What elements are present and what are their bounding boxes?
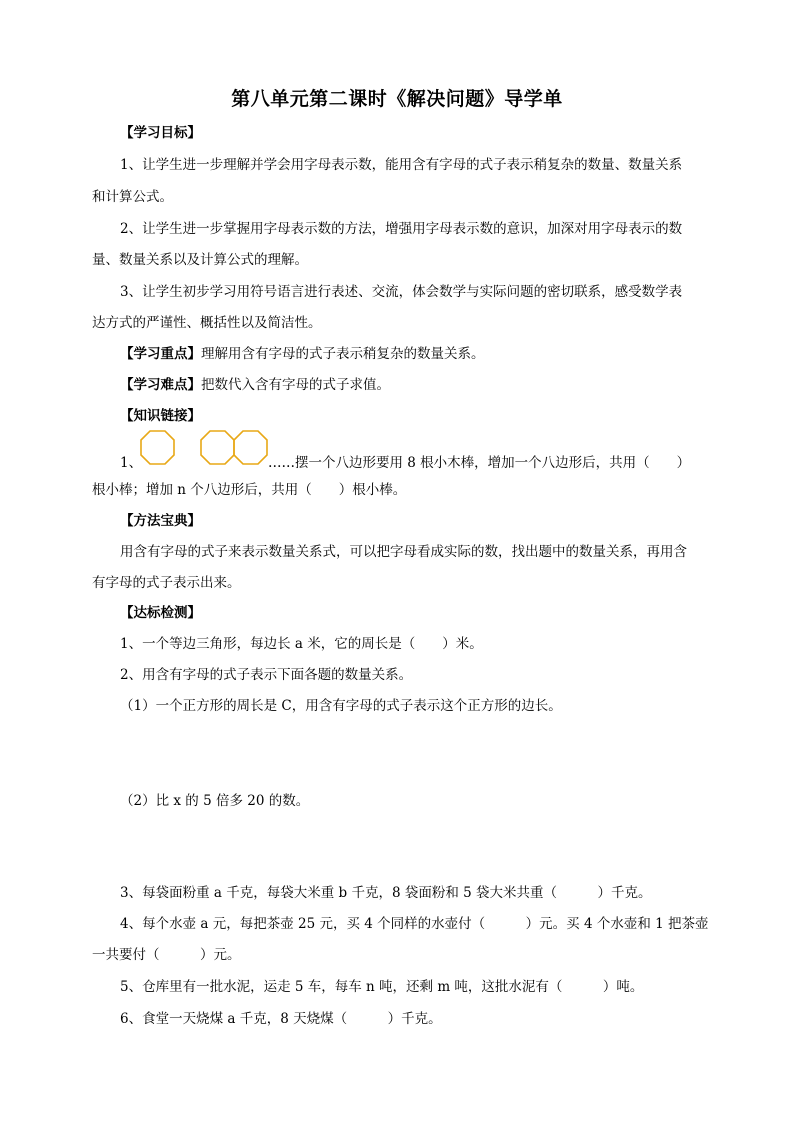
goal-3-line-2: 达方式的严谨性、概括性以及简洁性。 [92,315,322,331]
question-6: 6、食堂一天烧煤 a 千克，8 天烧煤（ ）千克。 [120,1011,442,1027]
link-text-line-2: 根小棒；增加 n 个八边形后，共用（ ）根小棒。 [92,482,407,498]
goal-3-line-1: 3、让学生初步学习用符号语言进行表述、交流，体会数学与实际问题的密切联系，感受数学表 [120,284,683,300]
question-2-2: （2）比 x 的 5 倍多 20 的数。 [120,793,310,809]
question-1: 1、一个等边三角形，每边长 a 米，它的周长是（ ）米。 [120,636,483,652]
octagon-pair-left [201,431,234,464]
question-3: 3、每袋面粉重 a 千克，每袋大米重 b 千克，8 袋面粉和 5 袋大米共重（ ）千克。 [120,885,652,901]
difficulty-point [120,376,390,394]
difficulty-text: 把数代入含有字母的式子求值。 [201,377,390,393]
link-text-line-1: ……摆一个八边形要用 8 根小木棒，增加一个八边形后，共用（ ） [268,455,691,471]
goal-2-line-2: 量、数量关系以及计算公式的理解。 [92,252,308,268]
link-heading: 【知识链接】 [120,408,201,424]
octagons-figure [140,430,270,470]
question-5: 5、仓库里有一批水泥，运走 5 车，每车 n 吨，还剩 m 吨，这批水泥有（ ）吨。 [120,979,644,995]
key-text: 理解用含有字母的式子表示稍复杂的数量关系。 [201,346,485,362]
method-line-1: 用含有字母的式子来表示数量关系式，可以把字母看成实际的数，找出题中的数量关系，再用含 [120,544,687,560]
goal-1-line-2: 和计算公式。 [92,189,173,205]
octagon-pair-right [234,431,267,464]
method-heading: 【方法宝典】 [120,513,201,529]
question-4-line-2: 一共要付（ ）元。 [92,947,241,963]
difficulty-heading: 【学习难点】 [120,377,201,393]
method-line-2: 有字母的式子表示出来。 [92,575,241,591]
question-2: 2、用含有字母的式子表示下面各题的数量关系。 [120,667,413,683]
question-4-line-1: 4、每个水壶 a 元，每把茶壶 25 元，买 4 个同样的水壶付（ ）元。买 4 个水壶和 1 把茶壶 [120,916,709,932]
goals-heading: 【学习目标】 [120,125,201,141]
goal-2-line-1: 2、让学生进一步掌握用字母表示数的方法，增强用字母表示数的意识，加深对用字母表示的数 [120,221,683,237]
question-2-1: （1）一个正方形的周长是 C，用含有字母的式子表示这个正方形的边长。 [120,698,562,714]
check-heading: 【达标检测】 [120,605,201,621]
key-heading: 【学习重点】 [120,346,201,362]
octagon-single [141,431,174,464]
link-number: 1、 [120,455,143,471]
goal-1-line-1: 1、让学生进一步理解并学会用字母表示数，能用含有字母的式子表示稍复杂的数量、数量关系 [120,157,683,173]
key-point [120,345,485,363]
page-title: 第八单元第二课时《解决问题》导学单 [231,88,563,110]
